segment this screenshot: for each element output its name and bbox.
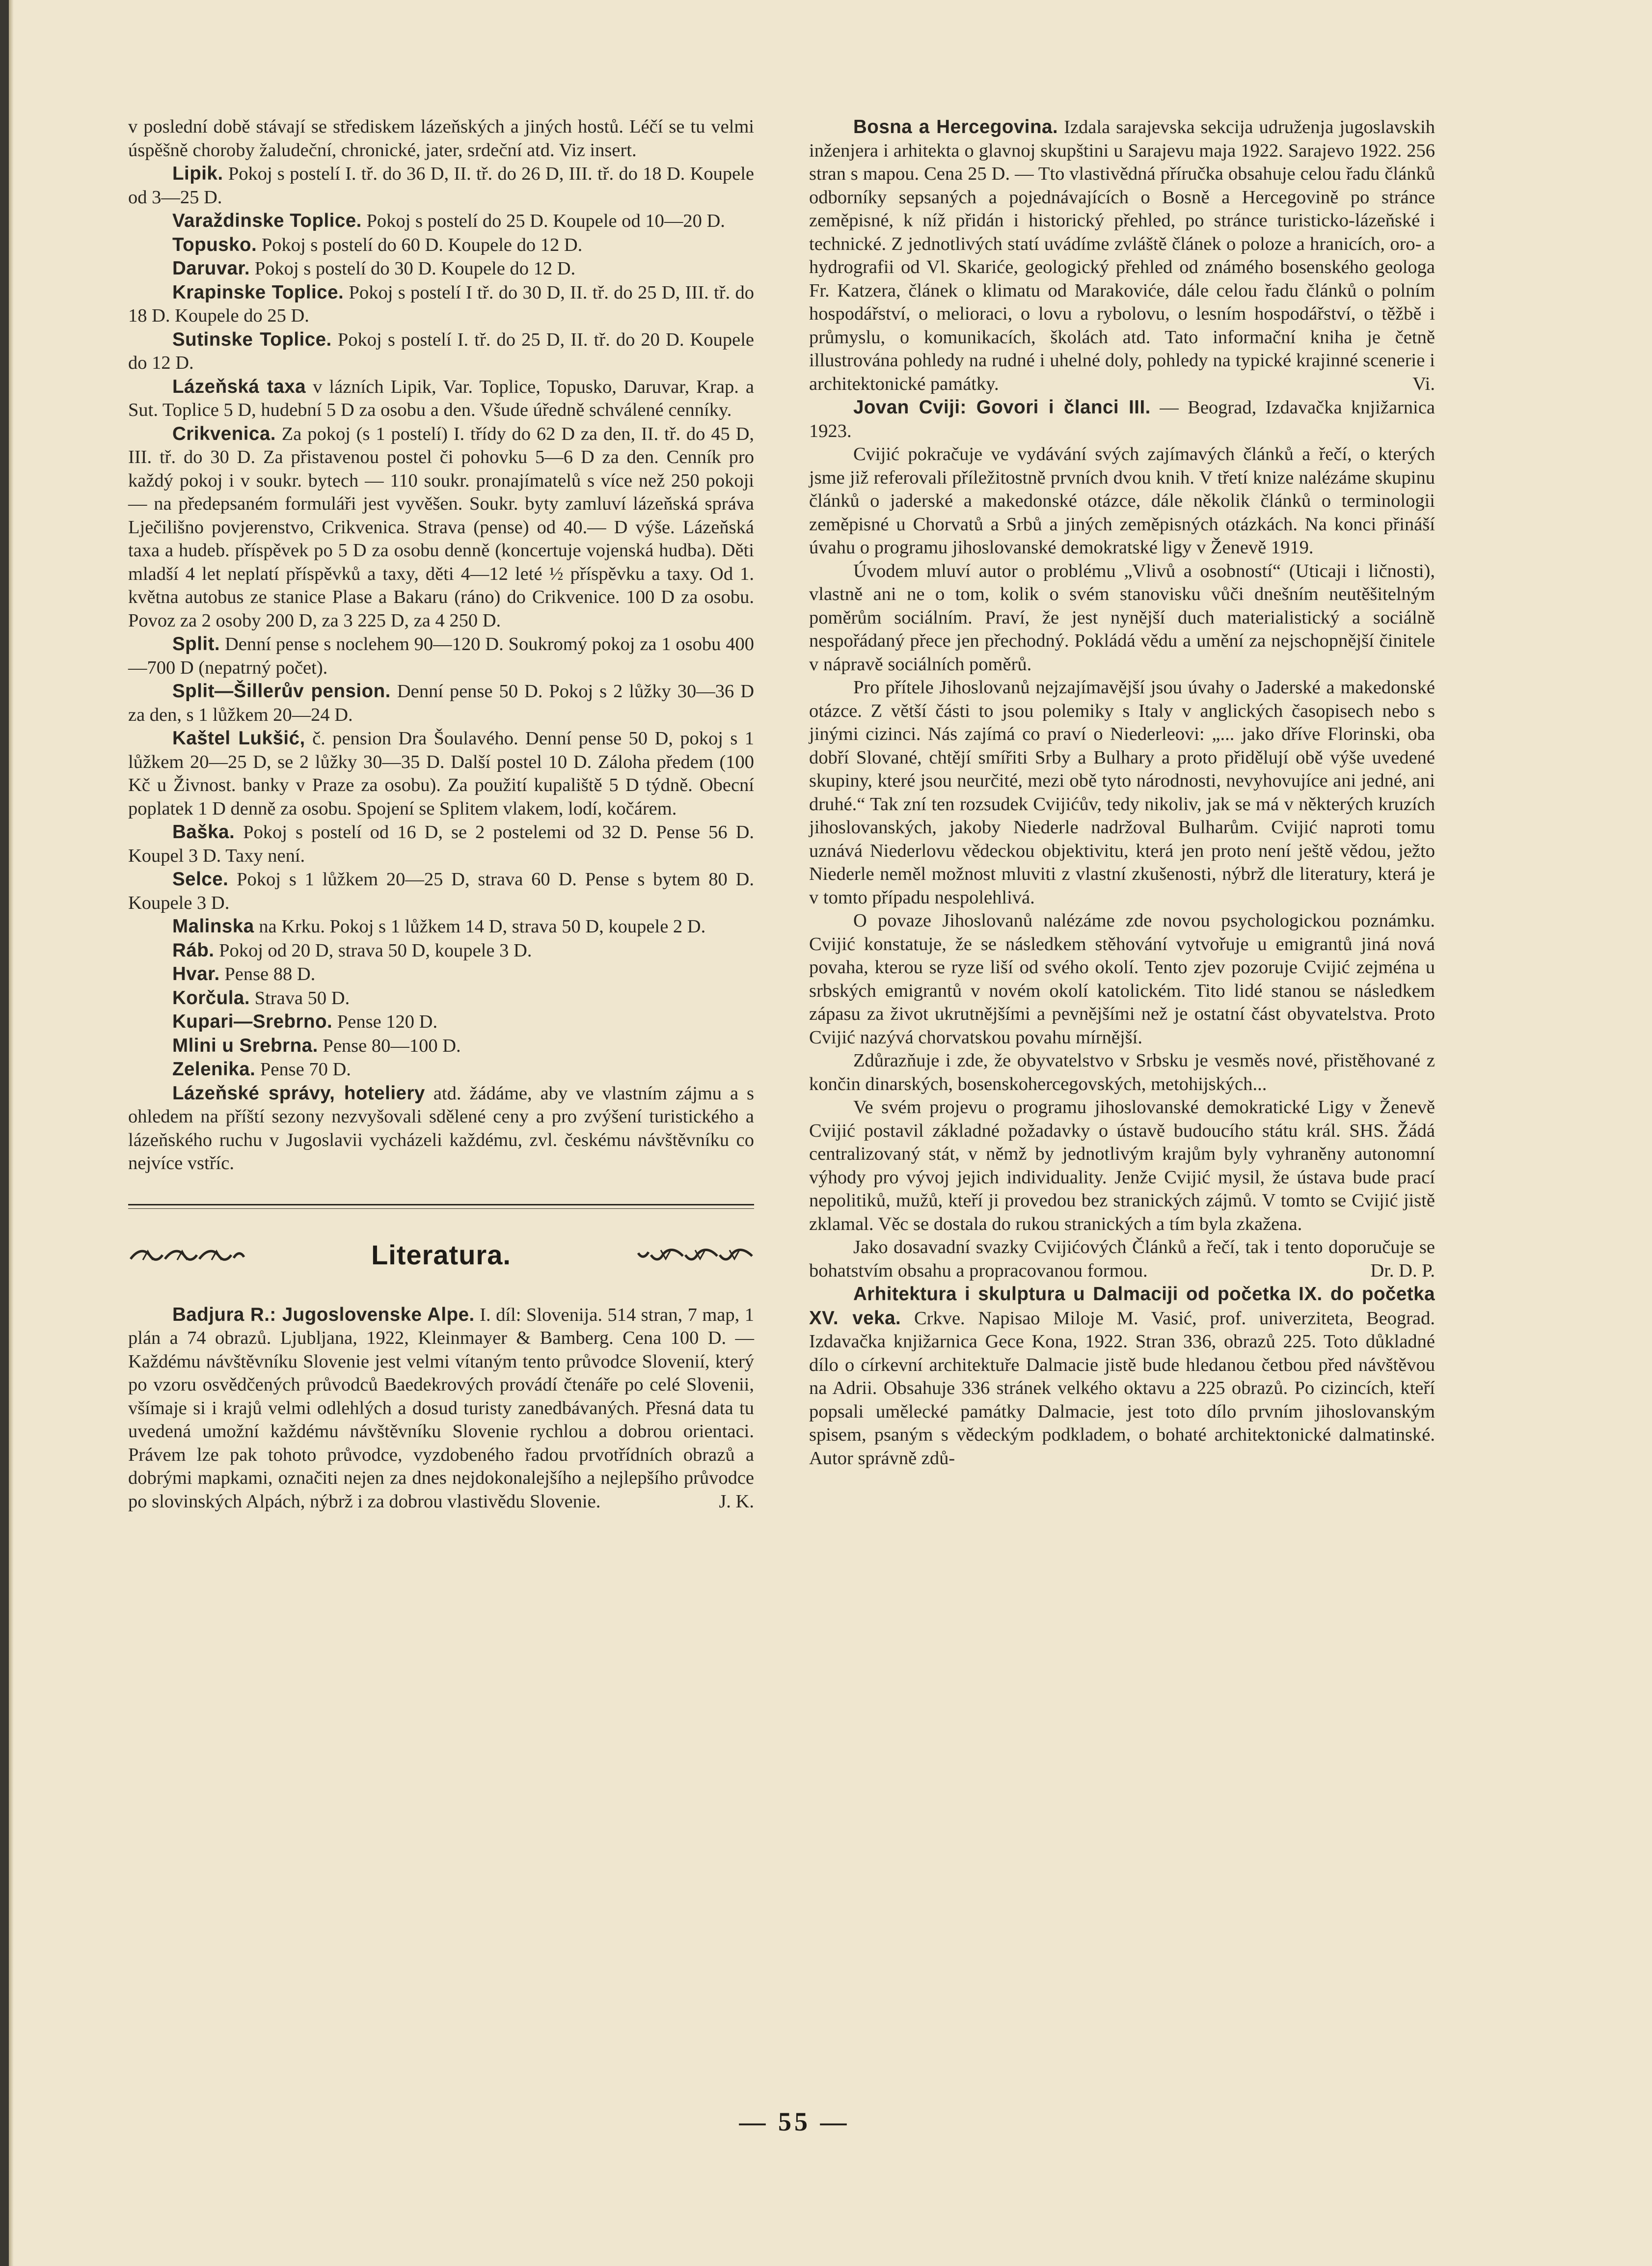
spa-name: Lipik. <box>172 163 223 184</box>
review-title: Arhitektura i skulptura u Dalmaciji od početka IX. do početka XV. veka. <box>809 1283 1435 1329</box>
review-paragraph-last <box>809 1236 1435 1283</box>
spa-entry <box>128 986 754 1010</box>
spa-entry <box>128 257 754 281</box>
review-publisher: — Beograd, Izdavačka knjižarnica 1923. <box>809 397 1435 441</box>
spa-entry <box>128 962 754 986</box>
spa-name: Varaždinske Toplice. <box>172 210 362 231</box>
spa-entry <box>128 209 754 233</box>
spa-entry <box>128 632 754 680</box>
section-heading <box>128 1240 754 1270</box>
spa-entry <box>128 162 754 209</box>
spa-name: Malinska <box>172 916 254 937</box>
spa-name: Sutinske Toplice. <box>172 328 332 350</box>
spa-name: Split. <box>172 633 220 655</box>
spa-text: Pokoj s postelí do 25 D. Koupele od 10—20 D. <box>366 211 725 231</box>
spa-entry <box>128 868 754 915</box>
spa-entry <box>128 328 754 375</box>
review-paragraph: Úvodem mluví autor o problému „Vlivů a osobností“ (Uticaji i ličnosti), vlastně ani ne o tom, kolik o svém stanovisku vůči dnešním neutěšitelným poměrům sociálním. Praví, že jest nynější duch materialistický a sociálně nespořádaný přece jen přechodný. Pokládá vědu a umění za nejschopnější činitele v nápravě sociálních poměrů. <box>809 560 1435 675</box>
spa-name: Crikvenica. <box>172 423 276 444</box>
review-paragraph: Ve svém projevu o programu jihoslovanské demokratické Ligy v Ženevě Cvijić postavil základné požadavky o ústavě budoucího státu král. SHS. Žádá centralizovaný stát, v němž by jednotlivým krajům byly vyhraněny autonomní výhody pro vývoj jejich individuality. Jenže Cvijić mysil, že ústava bude prací nepolitiků, mužů, kteří ji provedou bez stranických zájmů. V tomto se Cvijić jistě zklamal. Věc se dostala do rukou stranických a tím byla zkažena. <box>809 1097 1435 1234</box>
review-paragraph: Cvijić pokračuje ve vydávání svých zajímavých článků a řečí, o kterých jsme již referovali příležitostně prvních dvou knih. V třetí knize nalézáme skupinu článků o jaderské a makedonské otázce, dále několik článků o terminologii zeměpisné u Chorvatů a Srbů a jiných zeměpisných otázkách. Na konci přináší úvahu o programu jihoslovanské demokratské ligy v Ženevě 1919. <box>809 444 1435 558</box>
closing-text: atd. žádáme, aby ve vlastním zájmu a s ohledem na příští sezony nezvyšovali sdělené ceny a pro zvýšení turistického a lázeňského ruchu v Jugoslavii vycházeli každému, zvl. českému návštěvníku co nejvíce vstříc. <box>128 1083 754 1174</box>
spa-text: Pokoj s postelí I. tř. do 36 D, II. tř. do 26 D, III. tř. do 18 D. Koupele od 3—25 D. <box>128 164 754 208</box>
page-gutter-shadow <box>9 0 14 2266</box>
spa-name: Topusko. <box>172 234 257 255</box>
spa-entry <box>128 281 754 328</box>
spa-text: Pense 80—100 D. <box>323 1035 461 1056</box>
section-title: Literatura. <box>371 1239 511 1270</box>
spa-entry <box>128 939 754 963</box>
spa-entry <box>128 233 754 257</box>
spa-name: Lázeňská taxa <box>172 376 306 397</box>
spa-text: Pense 120 D. <box>337 1011 438 1032</box>
review-paragraph: O povaze Jihoslovanů nalézáme zde novou psychologickou poznámku. Cvijić konstatuje, že se následkem stěhování vytvořuje u emigrantů jiná nová povaha, kterou se ryze liší od svého okolí. Tento zjev pozoruje Cvijić zejména u srbských emigrantů v novém okolí katolickém. Tito lidé stanou se následkem zápasu za život ukrutnějšími a pevnějšími než je ostatní část obyvatelstva. Proto Cvijić nazývá chorvatskou povahu mírnější. <box>809 910 1435 1048</box>
spa-entry <box>128 1010 754 1034</box>
spa-name: Daruvar. <box>172 258 250 279</box>
review-text: I. díl: Slovenija. 514 stran, 7 map, 1 plán a 74 obrazů. Ljubljana, 1922, Kleinmayer & Bamberg. Cena 100 D. — Každému návštěvníku Slovenie jest velmi vítaným tento průvodce Slovenií, který po vzoru osvědčených průvodců Baedekrových provádí čtenáře po celé Slovenii, všímaje si i krajů velmi odlehlých a dosud turisty zanedbávaných. Přesná data tu uvedená umožní každému návštěvníku Slovenie rychlou a dobrou orientaci. Právem lze pak tohoto průvodce, vyzdobeného řadou prvotřídních obrazů a dobrými mapkami, označiti nejen za dnes nejdokonalejšího a nejlepšího průvodce po slovinských Alpách, nýbrž i za dobrou vlastivědu Slovenie. <box>128 1304 754 1512</box>
spa-text: Pokoj s postelí I. tř. do 25 D, II. tř. do 20 D. Koupele do 12 D. <box>128 329 754 373</box>
spa-text: Denní pense s noclehem 90—120 D. Soukromý pokoj za 1 osobu 400—700 D (nepatrný počet). <box>128 634 754 678</box>
review-text: Izdala sarajevska sekcija udruženja jugoslavskih inženjera i arhitekta o glavnoj skupštini u Sarajevu maja 1922. Sarajevo 1922. 256 stran s mapou. Cena 25 D. — Tto vlastivědná příručka obsahuje celou řadu článků odborníky sepsaných a pojednávajících o Bosně a Hercegovině po stránce zeměpisné, k níž přidán i historický přehled, po stránce turisticko-lázeňské i technické. Z jednotlivých statí uvádíme zvláště článek o poloze a hranicích, oro- a hydrografii od Vl. Skariće, geologický přehled od známého bosenského geologa Fr. Katzera, článek o klimatu od Marakoviće, dále celou řadu článků o polním hospodářství, o melioraci, o lovu a rybolovu, o lesním hospodářství, o těžbě i průmyslu, o komunikacích, školách atd. Tato informační kniha je četně illustrována pohledy na rudné i uhelné doly, pohledy na typické krajinné scenerie i architektonické památky. <box>809 117 1435 394</box>
spa-name: Mlini u Srebrna. <box>172 1035 318 1056</box>
spa-price-list <box>128 162 754 1082</box>
spa-entry <box>128 1034 754 1058</box>
spa-name: Krapinske Toplice. <box>172 281 344 303</box>
spa-text: Pense 88 D. <box>224 964 316 984</box>
spa-name: Baška. <box>172 821 235 843</box>
review-title: Bosna a Hercegovina. <box>853 116 1058 137</box>
review-title: Jovan Cviji: Govori i članci III. <box>853 397 1151 418</box>
spa-entry <box>128 727 754 820</box>
review-text: Jako dosavadní svazky Cvijićových Článků a řečí, tak i tento doporučuje se bohatstvím obsahu a propracovanou formou. <box>809 1237 1435 1281</box>
review-arhitektura <box>809 1283 1435 1470</box>
spa-name: Korčula. <box>172 987 250 1009</box>
review-signature: Dr. D. P. <box>1370 1260 1435 1281</box>
spa-text: Pokoj od 20 D, strava 50 D, koupele 3 D. <box>219 940 532 961</box>
book-page <box>9 0 1652 2266</box>
spa-entry <box>128 680 754 727</box>
spa-text: Za pokoj (s 1 postelí) I. třídy do 62 D za den, II. tř. do 45 D, III. tř. do 30 D. Za přistavenou postel či pohovku 5—6 D za den. Cenník pro každý pokoj i v soukr. bytech — 110 soukr. pronajímatelů s více než 250 pokoji — na předepsaném formuláři jest vyvěšen. Soukr. byty zamluví lázeňská správa Lječilišno povjerenstvo, Crikvenica. Strava (pense) od 40.— D výše. Lázeňská taxa a hudeb. příspěvek po 5 D za osobu denně (koncertuje vojenská hudba). Děti mladší 4 let neplatí příspěvků a taxy, děti 4—12 leté ½ příspěvku a taxy. Od 1. května autobus ze stanice Plase a Bakaru (ráno) do Crikvenice. 100 D za osobu. Povoz za 2 osoby 200 D, za 3 225 D, za 4 250 D. <box>128 423 754 631</box>
spa-name: Ráb. <box>172 939 215 961</box>
section-divider <box>128 1204 754 1209</box>
review-paragraph: Pro přítele Jihoslovanů nejzajímavější jsou úvahy o Jaderské a makedonské otázce. Z větší části to jsou polemiky s Italy v anglických časopisech nebo s jinými cizinci. Nás zajímá co praví o Niederleovi: „... jako dříve Florinski, oba dobří Slované, chtějí smířiti Srby a Bulhary a proto přidělují obě výše uvedené skupiny, které jsou neurčité, mezi obě tyto národnosti, nevyhovujíce ani jedné, ani druhé.“ Tak zní ten rozsudek Cvijićův, tedy nikoliv, jak se má v některých kruzích jihoslovanských, jakoby Niederle nadržoval Bulharům. Cvijić naproti tomu uznává Niederlovu vědeckou objektivitu, která jen proto není ještě vědou, ježto Niederle neměl možnost mluviti z vlastní zkušenosti, nýbrž dle literatury, která je v tomto případu nespolehlivá. <box>809 677 1435 908</box>
spa-text: v lázních Lipik, Var. Toplice, Topusko, Daruvar, Krap. a Sut. Toplice 5 D, hudební 5 D za osobu a den. Všude úředně schválené cenníky. <box>128 376 754 420</box>
review-bosna <box>809 115 1435 396</box>
review-signature: J. K. <box>719 1491 754 1512</box>
review-badjura <box>128 1303 754 1514</box>
left-ornament-icon <box>128 1245 246 1265</box>
spa-text: Pokoj s 1 lůžkem 20—25 D, strava 60 D. Pense s bytem 80 D. Koupele 3 D. <box>128 869 754 913</box>
right-column <box>809 115 1435 1470</box>
spa-name: Hvar. <box>172 963 220 984</box>
spa-name: Selce. <box>172 869 229 890</box>
spa-entry <box>128 422 754 633</box>
spa-text: Pense 70 D. <box>260 1059 351 1080</box>
closing-lead: Lázeňské správy, hoteliery <box>172 1082 425 1104</box>
spa-text: Denní pense 50 D. Pokoj s 2 lůžky 30—36 D za den, s 1 lůžkem 20—24 D. <box>128 681 755 725</box>
review-text: Crkve. Napisao Miloje M. Vasić, prof. univerziteta, Beograd. Izdavačka knjižarnica Gece Kona, 1922. Stran 336, obrazů 225. Toto důkladné dílo o církevní architektuře Dalmacie jistě bude hledanou četbou před návštěvou na Adrii. Obsahuje 336 stránek velkého oktavu a 225 obrazů. Po cizincích, kteří popsali umělecké památky Dalmacie, jest toto dílo prvním jihoslovanským spisem, psaným s vědeckým podkladem, o bohaté architektonické dalmatinské. Autor správně zdů- <box>809 1308 1435 1469</box>
intro-paragraph: v poslední době stávají se střediskem lázeňských a jiných hostů. Léčí se tu velmi úspěšně choroby žaludeční, chronické, jater, srdeční atd. Viz insert. <box>128 116 754 161</box>
review-paragraph: Zdůrazňuje i zde, že obyvatelstvo v Srbsku je vesměs nové, přistěhované z končin dinarských, bosenskohercegovských, metohijských... <box>809 1050 1435 1094</box>
spa-text: Pokoj s postelí od 16 D, se 2 postelemi od 32 D. Pense 56 D. Koupel 3 D. Taxy není. <box>128 822 755 866</box>
spa-text: č. pension Dra Šoulavého. Denní pense 50 D, pokoj s 1 lůžkem 20—25 D, se 2 lůžky 30—35 D. Další postel 10 D. Záloha předem (100 Kč u Živnost. banky v Praze za osobu). Za použití kupaliště 5 D týdně. Obecní poplatek 1 D denně za osobu. Spojení se Splitem vlakem, lodí, kočárem. <box>128 728 754 819</box>
review-signature: Vi. <box>1412 373 1435 394</box>
page-number: — 55 — <box>739 2107 850 2136</box>
spa-name: Zelenika. <box>172 1059 256 1080</box>
left-column <box>128 115 754 1513</box>
spa-entry <box>128 1058 754 1082</box>
spa-entry <box>128 375 754 422</box>
spa-name: Kaštel Lukšić, <box>172 728 305 749</box>
spa-name: Split—Šillerův pension. <box>172 681 391 702</box>
spa-text: Strava 50 D. <box>254 987 350 1009</box>
spa-entry <box>128 915 754 939</box>
spa-text: Pokoj s postelí I tř. do 30 D, II. tř. do 25 D, III. tř. do 18 D. Koupele do 25 D. <box>128 282 754 326</box>
spa-entry <box>128 820 754 868</box>
spa-text: Pokoj s postelí do 60 D. Koupele do 12 D. <box>261 234 583 255</box>
spa-text: Pokoj s postelí do 30 D. Koupele do 12 D. <box>254 258 576 279</box>
spa-name: Kupari—Srebrno. <box>172 1011 333 1032</box>
review-title: Badjura R.: Jugoslovenske Alpe. <box>172 1304 475 1325</box>
closing-paragraph <box>128 1082 754 1175</box>
review-cvijic-heading <box>809 396 1435 443</box>
spa-text: na Krku. Pokoj s 1 lůžkem 14 D, strava 50 D, koupele 2 D. <box>259 916 706 937</box>
right-ornament-icon <box>636 1245 754 1265</box>
